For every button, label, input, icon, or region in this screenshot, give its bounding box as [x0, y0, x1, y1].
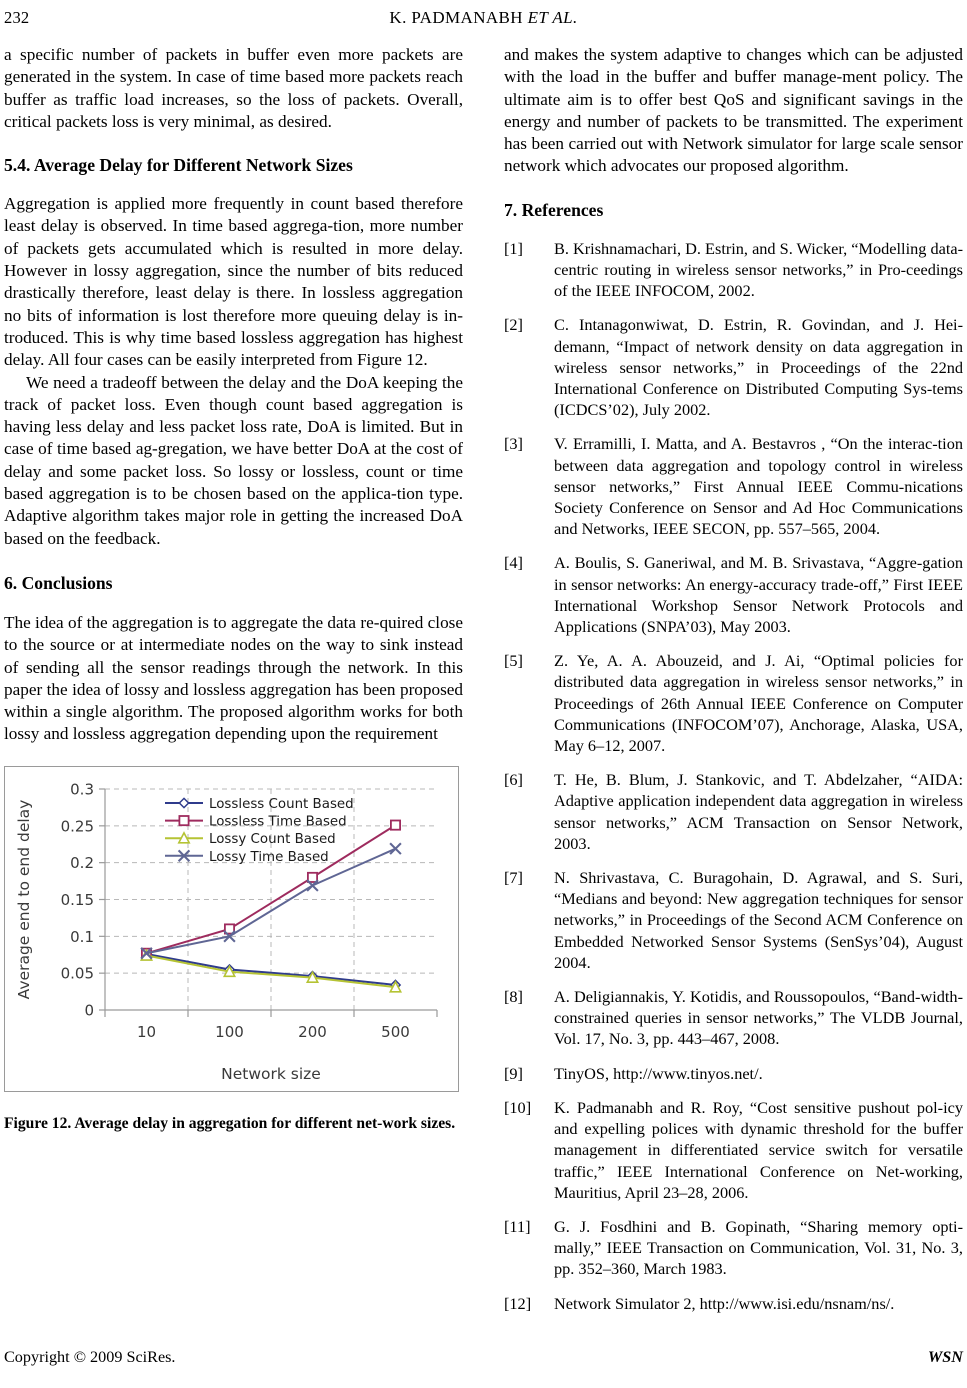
- reference-number: [12]: [504, 1293, 532, 1313]
- reference-text: A. Deligiannakis, Y. Kotidis, and Roussopoulos, “Band-width-constrained queries in sensor networks,” The VLDB Journal, Vol. 17, No. 3, pp. 443–467, 2008.: [554, 987, 963, 1049]
- reference-number: [10]: [504, 1097, 532, 1117]
- section-heading-7-references: 7. References: [504, 199, 604, 220]
- reference-item: [504, 769, 963, 854]
- reference-text: C. Intanagonwiwat, D. Estrin, R. Govindan, and J. Hei-demann, “Impact of network density on data aggregation in wireless sensor networks,” in Proceedings of the 22nd International Conference on Distributed Computing Sys-tems (ICDCS’02), July 2002.: [554, 315, 963, 420]
- reference-item: [504, 1216, 963, 1280]
- page-footer: [0, 1348, 967, 1372]
- running-head-title: [0, 8, 967, 28]
- reference-text: K. Padmanabh and R. Roy, “Cost sensitive pushout pol-icy and expelling polices with dynamic threshold for the buffer management in differentiated service switch for versatile traffic,” IEEE International Conference on Net-working, Mauritius, April 23–28, 2006.: [554, 1097, 963, 1202]
- reference-number: [9]: [504, 1063, 523, 1083]
- reference-number: [3]: [504, 434, 523, 454]
- y-tick-label: 0.2: [70, 853, 94, 872]
- reference-text: Z. Ye, A. A. Abouzeid, and J. Ai, “Optimal policies for distributed data aggregation in wireless sensor networks,” in Proceedings of 26th Annual IEEE Conference on Computer Communications (INFOCOM’07), Anchorage, Alaska, USA, May 6–12, 2007.: [554, 651, 963, 756]
- continued-paragraph-left: a specific number of packets in buffer even more packets are generated in the system. In case of time based more packets reach buffer as traffic load increases, so the loss of packets. Overall, critical packets loss is very minimal, as desired.: [4, 45, 463, 131]
- right-column: [504, 44, 963, 1327]
- reference-number: [8]: [504, 987, 523, 1007]
- average-delay-line-chart: [5, 767, 458, 1091]
- reference-text: G. J. Fosdhini and B. Gopinath, “Sharing memory opti-mally,” IEEE Transaction on Communication, Vol. 31, No. 3, pp. 352–360, March 1983.: [554, 1216, 963, 1279]
- legend-label: Lossy Time Based: [209, 849, 329, 865]
- section-6-paragraph: The idea of the aggregation is to aggregate the data re-quired close to the source or at intermediate nodes on the way to sink instead of sending all the sensor readings through the network. In this paper the idea of lossy and lossless aggregation has been proposed within a single algorithm. The proposed algorithm works for both lossy and lossless aggregation depending upon the requirement: [4, 612, 463, 744]
- reference-number: [4]: [504, 553, 523, 573]
- reference-number: [1]: [504, 238, 523, 258]
- reference-item: [504, 986, 963, 1050]
- reference-text: B. Krishnamachari, D. Estrin, and S. Wicker, “Modelling data-centric routing in wireless sensor networks,” in Pro-ceedings of the IEEE INFOCOM, 2002.: [554, 238, 963, 301]
- journal-abbreviation: WSN: [927, 1348, 963, 1366]
- reference-item: [504, 1063, 963, 1084]
- reference-text: V. Erramilli, I. Matta, and A. Bestavros , “On the interac-tion between data aggregation and topology control in wireless sensor networks,” First Annual IEEE Commu-nications Society Conference on Sensor and Ad Hoc Communications and Networks, IEEE SECON, pp. 557–565, 2004.: [554, 434, 963, 539]
- reference-number: [2]: [504, 315, 523, 335]
- y-axis-title: Average end to end delay: [15, 799, 33, 1000]
- reference-item: [504, 238, 963, 302]
- marker-cross: [390, 843, 401, 854]
- chart-legend: [165, 797, 354, 865]
- reference-text: T. He, B. Blum, J. Stankovic, and T. Abdelzaher, “AIDA: Adaptive application independent data aggregation in wireless sensor networks,” ACM Transaction on Sensor Network, 2003.: [554, 770, 963, 853]
- reference-item: [504, 314, 963, 420]
- page-number: 232: [4, 8, 30, 27]
- reference-number: [5]: [504, 651, 523, 671]
- left-column: [4, 44, 463, 1133]
- y-tick-label: 0.3: [70, 780, 94, 799]
- figure-12: [4, 766, 463, 1134]
- reference-item: [504, 650, 963, 756]
- section-5-4-paragraph-1: Aggregation is applied more frequently in count based therefore least delay is observed. In time based aggrega-tion, more number of packets gets accumulated which is resulted in more delay. However in lossy aggregation, since the number of bits reduced drastically therefore, least delay is there. In lossless aggregation no bits of information is lost therefore more queuing delay is in-troduced. This is why time based lossless aggregation has highest delay. All four cases can be easily interpreted from Figure 12.: [4, 194, 463, 370]
- reference-text: TinyOS, http://www.tinyos.net/.: [554, 1063, 763, 1083]
- running-head-etal: ET AL.: [527, 8, 578, 27]
- x-tick-label: 500: [381, 1022, 410, 1041]
- x-tick-label: 200: [298, 1022, 327, 1041]
- section-heading-5-4: 5.4. Average Delay for Different Network Sizes: [4, 155, 353, 176]
- legend-label: Lossless Time Based: [209, 814, 347, 830]
- y-tick-label: 0.25: [60, 817, 94, 836]
- reference-number: [11]: [504, 1216, 531, 1236]
- x-tick-label: 100: [215, 1022, 244, 1041]
- section-5-4-paragraph-2: We need a tradeoff between the delay and the DoA keeping the track of packet loss. Even though count based aggregation is having less delay and less packet loss rate, DoA is limited. But in case of time based ag-gregation, we have better DoA at the cost of delay and some packet loss. So lossy or lossless, count or time based aggregation is to be chosen based on the applica-tion type. Adaptive algorithm takes major role in getting the increased DoA based on the feedback.: [4, 372, 463, 548]
- chart-container: [4, 766, 459, 1092]
- marker-square: [308, 873, 317, 882]
- running-head-author: K. PADMANABH: [389, 8, 523, 27]
- reference-list: [504, 238, 963, 1314]
- legend-label: Lossless Count Based: [209, 796, 354, 812]
- x-tick-label: 10: [136, 1022, 157, 1041]
- reference-number: [7]: [504, 868, 523, 888]
- reference-text: A. Boulis, S. Ganeriwal, and M. B. Srivastava, “Aggre-gation in sensor networks: An energy-accuracy trade-off,” First IEEE International Workshop Sensor Network Protocols and Applications (SNPA’03), May 2003.: [554, 553, 963, 637]
- copyright-notice: Copyright © 2009 SciRes.: [4, 1348, 176, 1366]
- reference-item: [504, 867, 963, 973]
- running-head: [0, 8, 967, 34]
- legend-label: Lossy Count Based: [209, 831, 336, 847]
- marker-diamond: [179, 798, 188, 807]
- reference-item: [504, 1293, 963, 1314]
- marker-square: [179, 816, 188, 825]
- reference-item: [504, 433, 963, 539]
- reference-text: N. Shrivastava, C. Buragohain, D. Agrawal, and S. Suri, “Medians and beyond: New aggregation techniques for sensor networks,” in Proceedings of the Second ACM Conference on Embedded Networked Sensor Systems (SenSys’04), August 2004.: [554, 868, 963, 972]
- reference-number: [6]: [504, 770, 523, 790]
- y-tick-label: 0.1: [70, 927, 94, 946]
- figure-caption: Figure 12. Average delay in aggregation for different net-work sizes.: [4, 1114, 456, 1132]
- reference-item: [504, 1097, 963, 1203]
- x-axis-title: Network size: [221, 1064, 321, 1083]
- continued-paragraph-right: and makes the system adaptive to changes which can be adjusted with the load in the buffer and buffer manage-ment policy. The ultimate aim is to offer best QoS and significant savings in the energy and number of packets to be transmitted. The experiment has been carried out with Network simulator for large scale sensor network which advocates our proposed algorithm.: [504, 45, 963, 176]
- reference-item: [504, 552, 963, 637]
- reference-text: Network Simulator 2, http://www.isi.edu/nsnam/ns/.: [554, 1293, 895, 1313]
- y-tick-label: 0: [84, 1001, 94, 1020]
- y-tick-label: 0.05: [60, 964, 94, 983]
- marker-square: [391, 820, 400, 829]
- section-heading-6: 6. Conclusions: [4, 572, 113, 593]
- y-tick-label: 0.15: [60, 890, 94, 909]
